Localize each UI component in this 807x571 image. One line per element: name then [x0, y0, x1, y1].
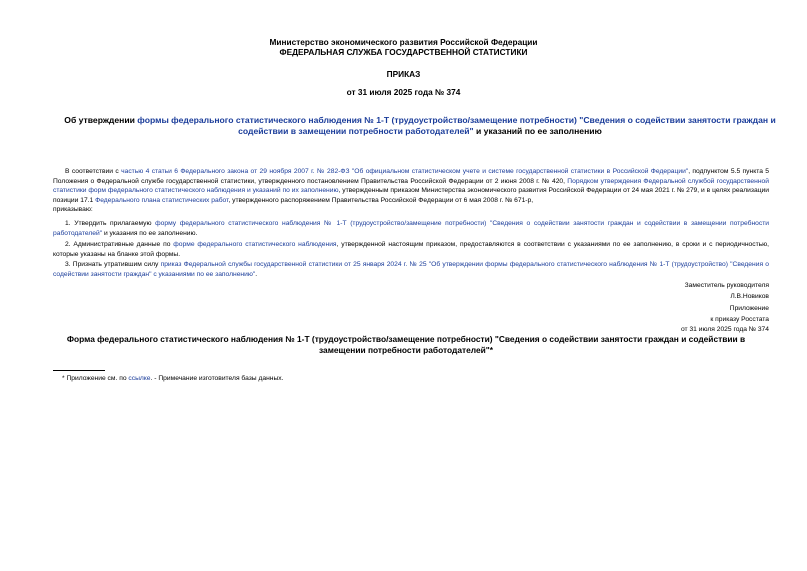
order-title	[60, 115, 780, 137]
item2-text-2: , утвержденной настоящим приказом, предоставляются в соответствии с указаниями по ее заполнению, в сроки и с периодичностью, которые указаны на бланке этой формы.	[53, 241, 769, 258]
form-title: Форма федерального статистического наблюдения № 1-Т (трудоустройство/замещение потребности) "Сведения о содействии занятости граждан и содействии в замещении потребности работодателей"*	[66, 334, 746, 355]
signatory-name: Л.В.Новиков	[730, 293, 769, 300]
item3-text-1: 3. Признать утратившим силу	[65, 261, 161, 268]
appendix-to: к приказу Росстата	[710, 316, 769, 323]
service-name: ФЕДЕРАЛЬНАЯ СЛУЖБА ГОСУДАРСТВЕННОЙ СТАТИСТИКИ	[279, 47, 528, 57]
appendix-date: от 31 июля 2025 года № 374	[680, 326, 769, 333]
preamble-text-1: В соответствии с	[65, 168, 122, 175]
title-form-link[interactable]: формы федерального статистического наблюдения № 1-Т (трудоустройство/замещение потребности) "Сведения о содействии занятости граждан и содействии в замещении потребности работодателей"	[137, 115, 776, 136]
title-suffix: и указаний по ее заполнению	[473, 126, 602, 136]
statistical-plan-link[interactable]: Федерального плана статистических работ	[95, 196, 229, 204]
item2-text-1: 2. Административные данные по	[65, 241, 174, 248]
doc-type: ПРИКАЗ	[386, 69, 421, 79]
item1-form-link[interactable]: форму федерального статистического наблюдения № 1-Т (трудоустройство/замещение потребности) "Сведения о содействии занятости граждан и содействии в замещении потребности работодателей"	[53, 220, 769, 237]
item-2	[53, 240, 769, 259]
footnote-text-2: . - Примечание изготовителя базы данных.	[150, 375, 284, 382]
preamble-text-3: , утвержденным приказом Министерства экономического развития Российской Федерации от 24 мая 2021 г. № 279, и в целях реализации позиции 17.1	[53, 187, 769, 204]
item-1	[53, 219, 769, 238]
item2-form-link[interactable]: форме федерального статистического наблюдения	[173, 241, 337, 248]
approval-procedure-link[interactable]: Порядком утверждения Федеральной службой государственной статистики форм федерального статистического наблюдения и указаний по их заполнению	[53, 177, 769, 194]
footnote-link[interactable]: ссылке	[128, 375, 151, 382]
federal-law-link[interactable]: частью 4 статьи 6 Федерального закона от 29 ноября 2007 г. № 282-ФЗ "Об официальном статистическом учете и системе государственной статистики в Российской Федерации"	[121, 168, 689, 175]
item1-text-2: и указания по ее заполнению.	[102, 229, 198, 237]
footnote	[62, 374, 284, 383]
doc-date-number: от 31 июля 2025 года № 374	[346, 87, 461, 97]
item1-text-1: 1. Утвердить прилагаемую	[65, 220, 156, 227]
footnote-divider	[53, 370, 105, 371]
item-3	[53, 260, 769, 279]
item3-text-2: .	[255, 270, 258, 278]
order-word: приказываю:	[53, 206, 93, 213]
ministry-name: Министерство экономического развития Российской Федерации	[269, 37, 538, 47]
preamble-text-2: , подпунктом 5.5 пункта 5 Положения о Федеральной службе государственной статистики, утвержденного постановлением Правительства Российской Федерации от 2 июня 2008 г. № 420,	[53, 168, 770, 185]
repealed-order-link[interactable]: приказ Федеральной службы государственной статистики от 25 января 2024 г. № 25 "Об утверждении формы федерального статистического наблюдения № 1-Т (трудоустройство) "Сведения о содействии занятости граждан" с указаниями по ее заполнению"	[53, 261, 769, 278]
footnote-text-1: * Приложение см. по	[62, 375, 129, 382]
preamble-text-4: , утвержденного распоряжением Правительства Российской Федерации от 6 мая 2008 г. № 671-р,	[228, 196, 534, 204]
preamble-paragraph	[53, 167, 769, 215]
signatory-position: Заместитель руководителя	[684, 282, 769, 289]
appendix-label: Приложение	[729, 305, 769, 312]
title-prefix: Об утверждении	[64, 115, 138, 125]
